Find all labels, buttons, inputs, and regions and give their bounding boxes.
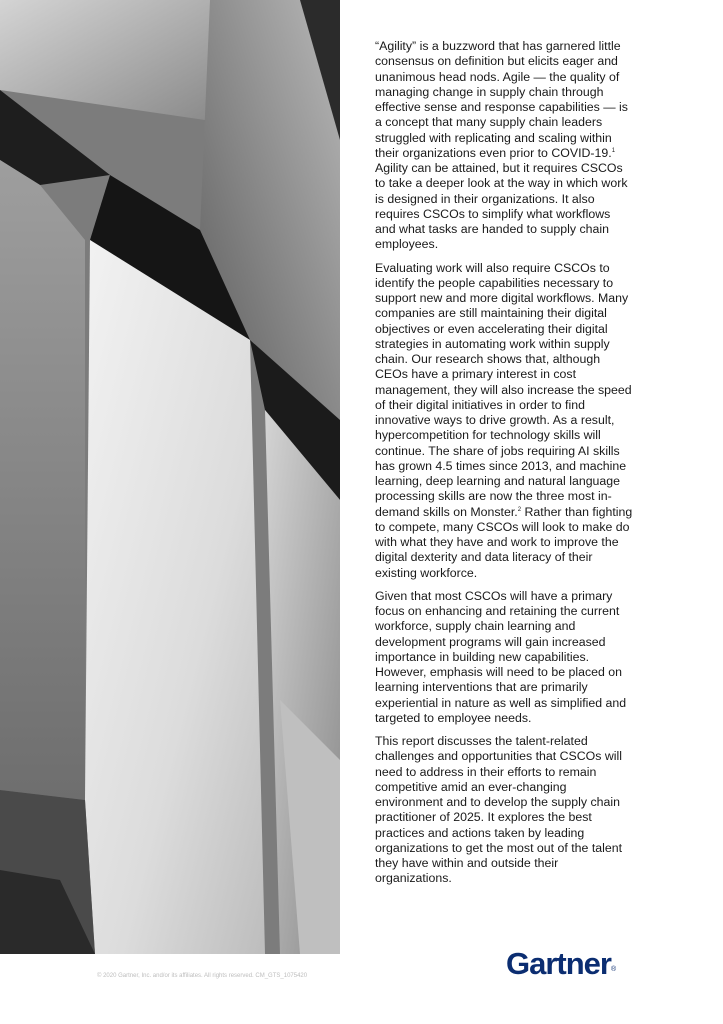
paragraph-text: Rather than fighting to compete, many CSCOs will look to make do with what they have and work to improve the digital dexterity and data literacy of their existing workforce. [375, 504, 633, 580]
paragraph-text: Agility can be attained, but it requires CSCOs to take a deeper look at the way in which work is designed in their organizations. It also requires CSCOs to simplify what workflows and what tasks are handed to supply chain employees. [375, 161, 628, 252]
paragraph-text: “Agility” is a buzzword that has garnered little consensus on definition but elicits eager and unanimous head nods. Agile — the quality of managing change in supply chain through effective sense and response capabilities — is a concept that many supply chain leaders struggled with replicating and scaling within their organizations even prior to COVID-19. [375, 39, 628, 160]
hero-photo [0, 0, 340, 954]
abstract-wood-panels-image [0, 0, 340, 954]
paragraph-text: Evaluating work will also require CSCOs to identify the people capabilities necessary to support new and more digital workflows. Many companies are still maintaining their digital objectives or even accelerating their digital strategies in automating work within supply chain. Our research shows that, although CEOs have a primary interest in cost management, they will also increase the speed of their digital initiatives in order to find innovative ways to drive growth. As a result, hypercompetition for technology skills will continue. The share of jobs requiring AI skills has grown 4.5 times since 2013, and machine learning, deep learning and natural language processing skills are now the three most in-demand skills on Monster. [375, 260, 632, 519]
paragraph-evaluating-work [375, 261, 633, 581]
paragraph-text: Given that most CSCOs will have a primary focus on enhancing and retaining the current workforce, supply chain learning and development programs will gain increased importance in building new capabilities. However, emphasis will need to be placed on learning interventions that are primarily experiential in nature as well as simplified and targeted to employee needs. [375, 588, 627, 725]
footnote-ref-2: 2 [517, 506, 522, 513]
body-text-column [375, 39, 633, 895]
paragraph-learning-development [375, 589, 633, 726]
logo-wordmark: Gartner [506, 946, 611, 981]
paragraph-report-scope [375, 734, 633, 887]
registered-mark: ® [610, 966, 617, 973]
paragraph-text: This report discusses the talent-related challenges and opportunities that CSCOs will need to address in their efforts to remain competitive amid an ever-changing environment and to develop the supply chain practitioner of 2025. It explores the best practices and actions taken by leading organizations to get the most out of the talent they have within and outside their organizations. [375, 734, 623, 886]
footnote-ref-1: 1 [611, 147, 616, 154]
gartner-logo [506, 946, 616, 982]
paragraph-agility [375, 39, 633, 253]
copyright-notice: © 2020 Gartner, Inc. and/or its affiliates. All rights reserved. CM_GTS_1075420 [97, 973, 308, 979]
